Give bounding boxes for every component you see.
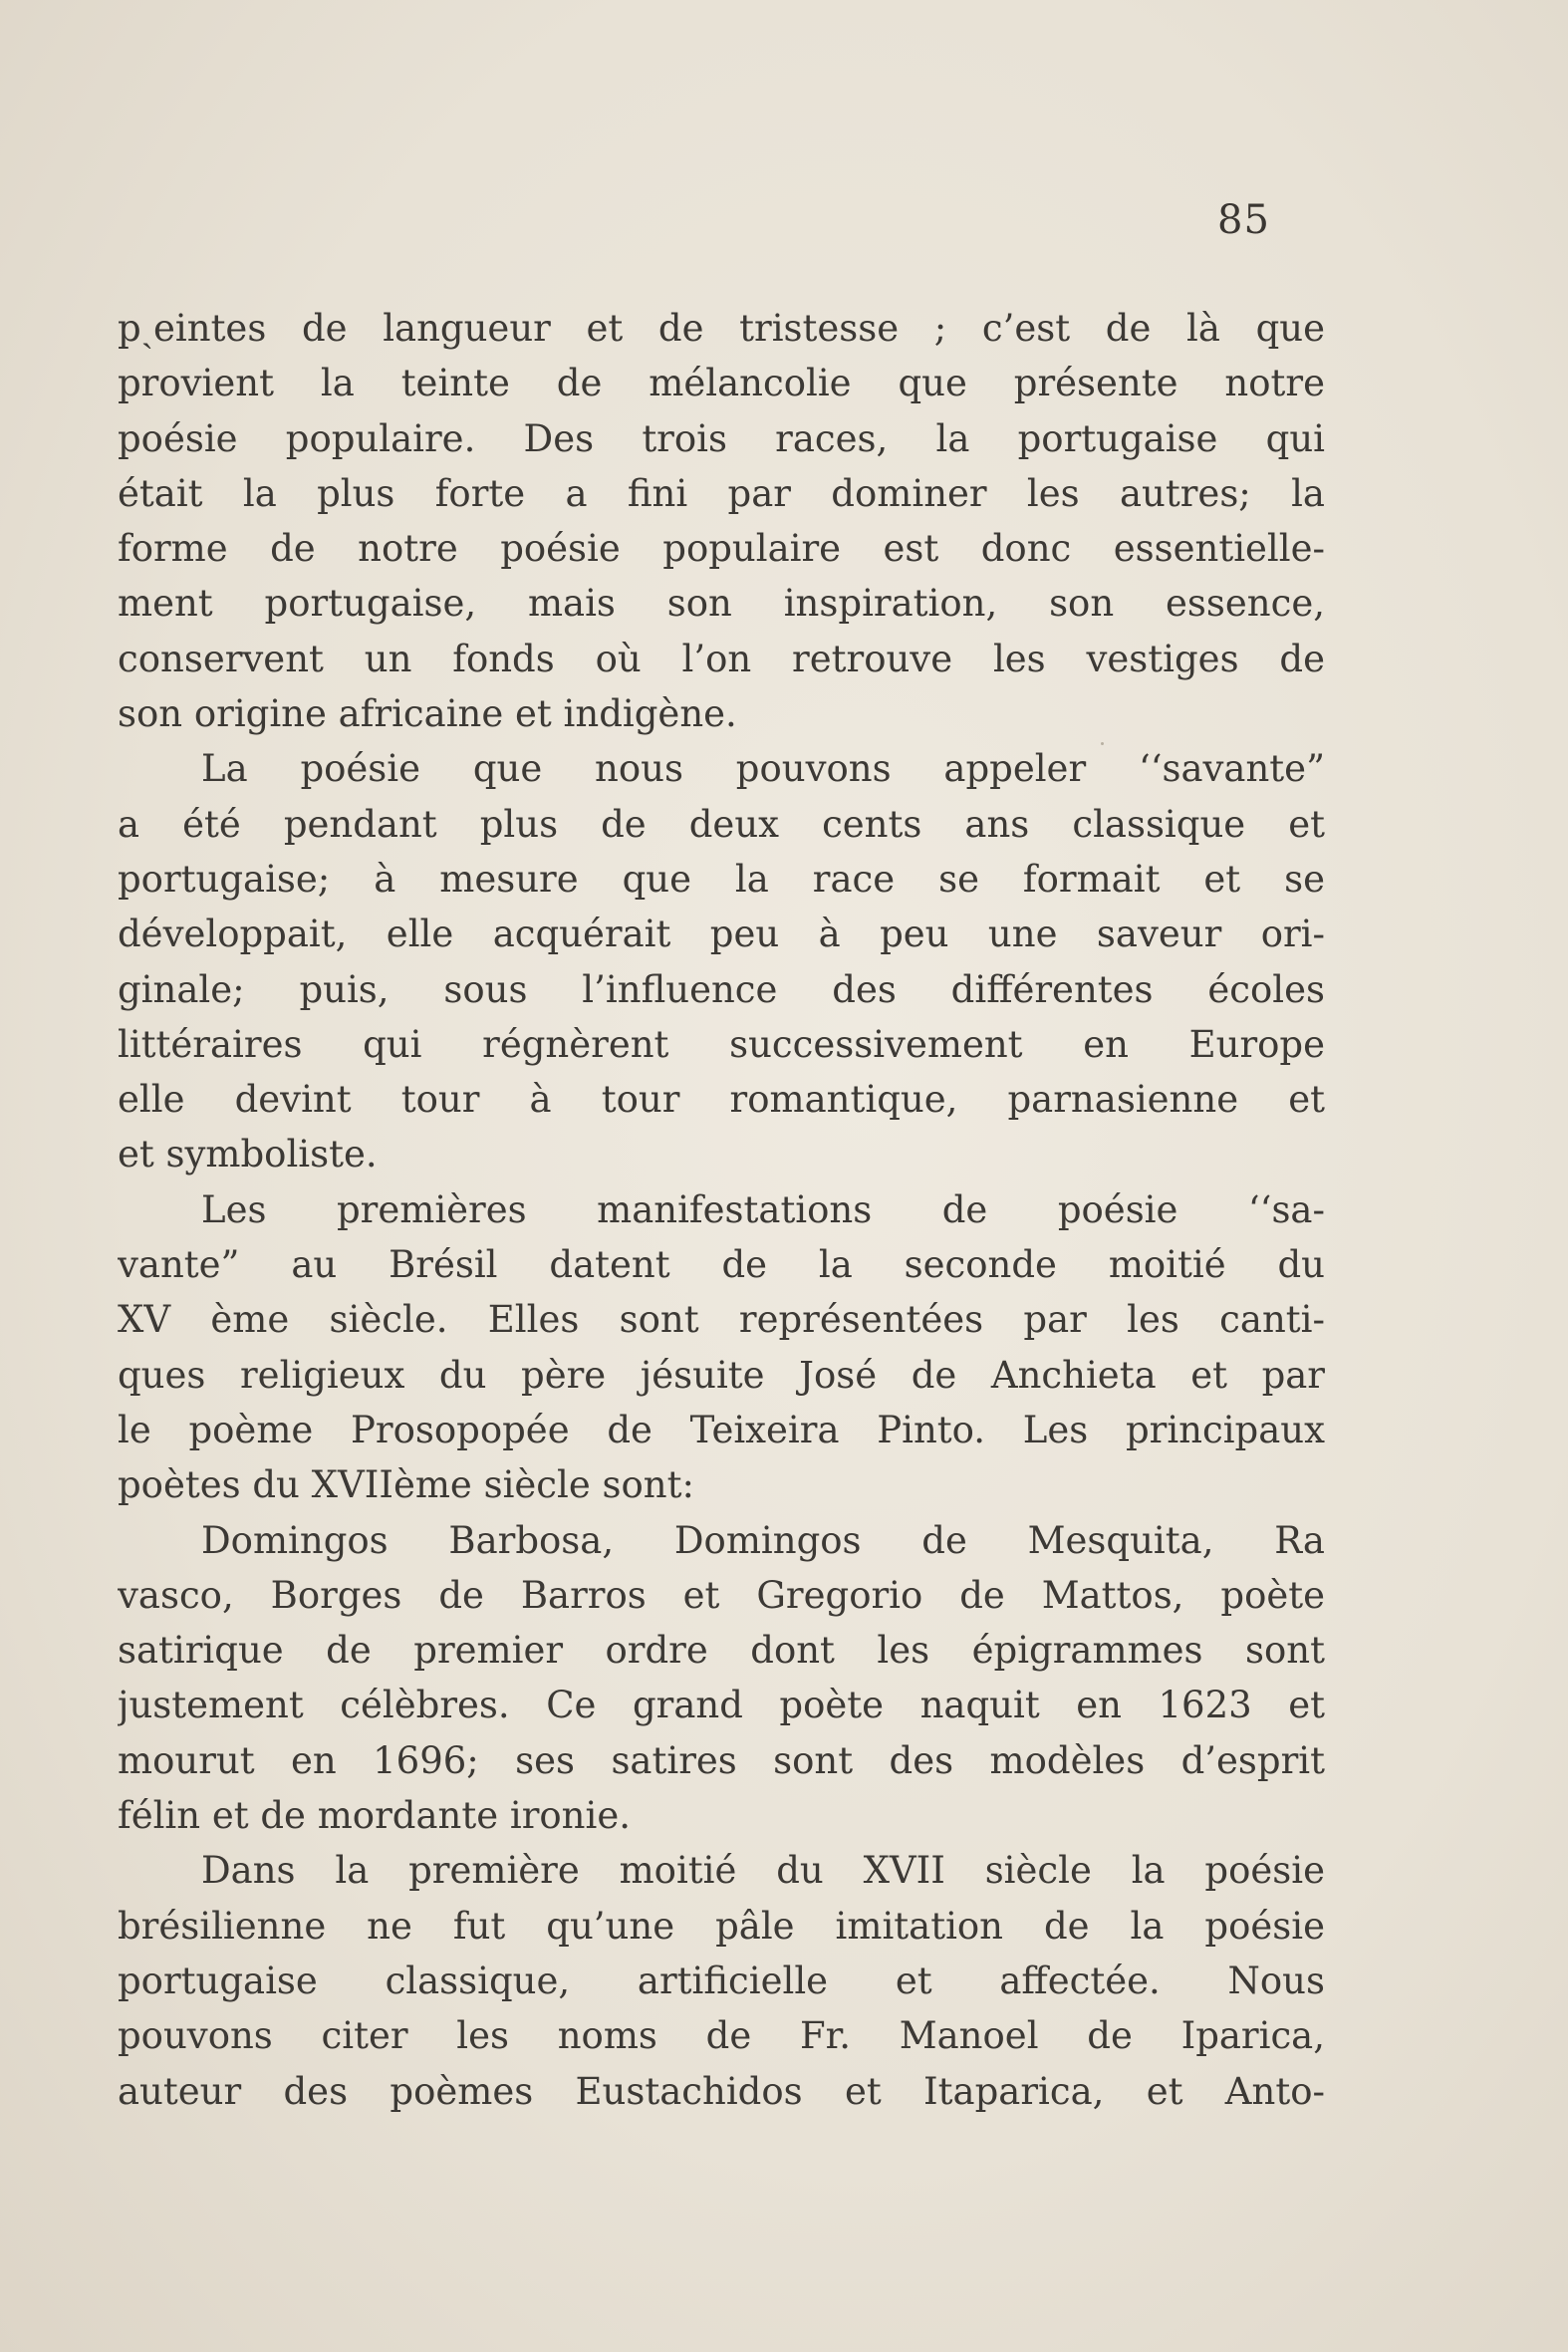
text-line: provient la teinte de mélancolie que présente notre <box>118 362 1325 405</box>
text-line: mourut en 1696; ses satires sont des modèles d’esprit <box>118 1738 1325 1782</box>
text-line: elle devint tour à tour romantique, parnasienne et <box>118 1078 1325 1122</box>
text-line: Dans la première moitié du XVII siècle la poésie <box>201 1849 1325 1893</box>
text-line: satirique de premier ordre dont les épigrammes sont <box>118 1629 1325 1673</box>
text-line: auteur des poèmes Eustachidos et Itaparica, et Anto- <box>118 2069 1325 2113</box>
paragraph-4 <box>118 1513 1325 1844</box>
text-line: poètes du XVIIème siècle sont: <box>118 1463 694 1507</box>
text-line: conservent un fonds où l’on retrouve les vestiges de <box>118 637 1325 680</box>
paragraph-2 <box>118 741 1325 1181</box>
text-line: félin et de mordante ironie. <box>118 1794 631 1838</box>
text-line: portugaise classique, artificielle et affectée. Nous <box>118 1959 1325 2002</box>
text-line: Les premières manifestations de poésie ‘‘sa- <box>201 1187 1325 1231</box>
text-line: brésilienne ne fut qu’une pâle imitation de la poésie <box>118 1904 1325 1948</box>
text-line: pˎeintes de langueur et de tristesse ; c’est de là que <box>118 307 1325 350</box>
text-line: La poésie que nous pouvons appeler ‘‘savante” <box>201 747 1325 791</box>
text-line: a été pendant plus de deux cents ans classique et <box>118 802 1325 846</box>
text-line: poésie populaire. Des trois races, la portugaise qui <box>118 416 1325 460</box>
text-line: forme de notre poésie populaire est donc essentielle- <box>118 527 1325 571</box>
paragraph-5 <box>118 1843 1325 2118</box>
text-line: le poème Prosopopée de Teixeira Pinto. Les principaux <box>118 1408 1325 1451</box>
text-line: ment portugaise, mais son inspiration, son essence, <box>118 582 1325 626</box>
text-line: développait, elle acquérait peu à peu une saveur ori- <box>118 913 1325 956</box>
text-line: et symboliste. <box>118 1133 378 1176</box>
text-line: son origine africaine et indigène. <box>118 692 737 736</box>
text-line: vasco, Borges de Barros et Gregorio de Mattos, poète <box>118 1573 1325 1617</box>
page-number: 85 <box>1217 197 1270 243</box>
text-line: vante” au Brésil datent de la seconde moitié du <box>118 1243 1325 1287</box>
text-line: ques religieux du père jésuite José de Anchieta et par <box>118 1353 1325 1397</box>
text-line: littéraires qui régnèrent successivement en Europe <box>118 1022 1325 1066</box>
paragraph-1 <box>118 301 1325 741</box>
body-text <box>118 301 1325 2119</box>
paper-speck <box>1101 742 1104 745</box>
text-line: ginale; puis, sous l’influence des différentes écoles <box>118 967 1325 1011</box>
paragraph-3 <box>118 1182 1325 1513</box>
text-line: Domingos Barbosa, Domingos de Mesquita, Ra <box>201 1518 1325 1562</box>
text-line: XV ème siècle. Elles sont représentées par les canti- <box>118 1298 1325 1342</box>
text-line: justement célèbres. Ce grand poète naquit en 1623 et <box>118 1684 1325 1727</box>
text-line: était la plus forte a fini par dominer les autres; la <box>118 471 1325 515</box>
text-line: portugaise; à mesure que la race se formait et se <box>118 857 1325 901</box>
text-line: pouvons citer les noms de Fr. Manoel de Iparica, <box>118 2014 1325 2058</box>
